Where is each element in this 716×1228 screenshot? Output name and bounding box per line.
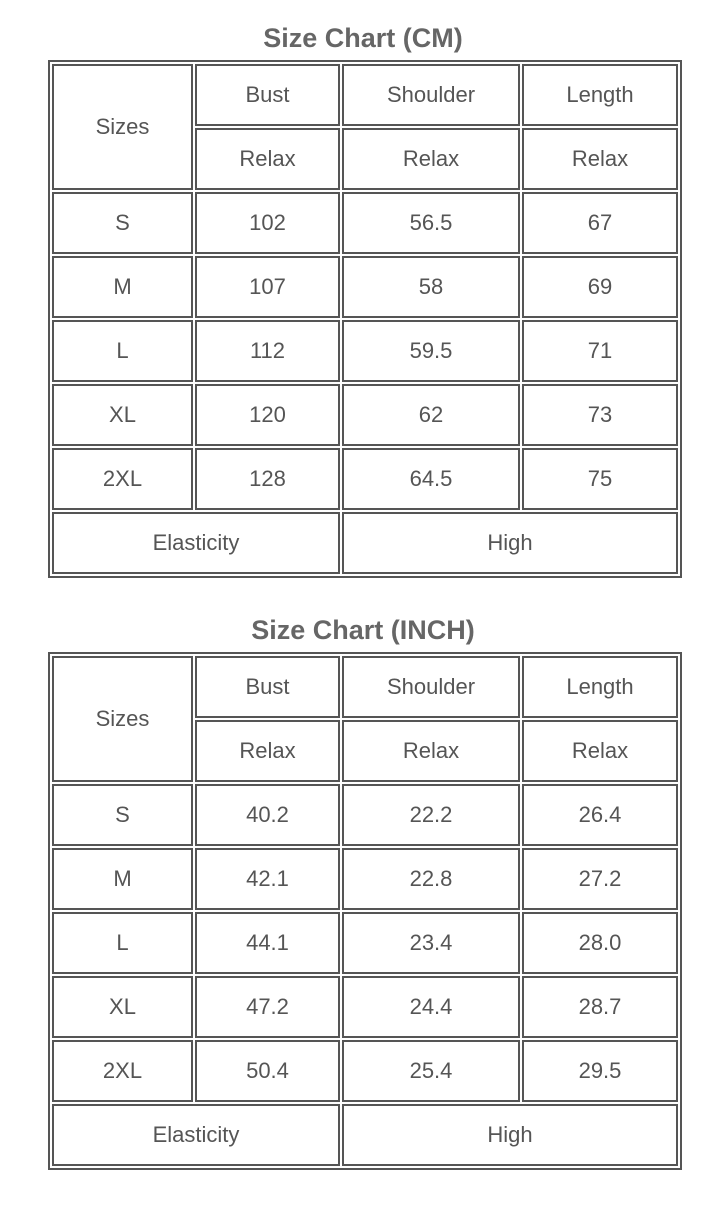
elasticity-row [52,1104,678,1166]
cell-size: L [52,912,193,974]
cell-shoulder: 64.5 [342,448,520,510]
table-row [52,784,678,846]
table-row [52,256,678,318]
table-row [52,976,678,1038]
chart-title-inch: Size Chart (INCH) [251,615,475,645]
cell-bust: 47.2 [195,976,340,1038]
table-row [52,912,678,974]
table-row [52,384,678,446]
cell-length: 28.0 [522,912,678,974]
cell-shoulder: 58 [342,256,520,318]
cell-size: 2XL [52,448,193,510]
table-row [52,192,678,254]
header-sizes: Sizes [52,656,193,782]
table-row [52,320,678,382]
header-sizes: Sizes [52,64,193,190]
size-table-inch [48,652,682,1170]
table-row [52,848,678,910]
cell-length: 28.7 [522,976,678,1038]
table-row [52,448,678,510]
cell-shoulder: 22.8 [342,848,520,910]
elasticity-label: Elasticity [52,1104,340,1166]
subheader-bust: Relax [195,128,340,190]
subheader-shoulder: Relax [342,128,520,190]
cell-length: 75 [522,448,678,510]
cell-size: L [52,320,193,382]
cell-bust: 40.2 [195,784,340,846]
header-shoulder: Shoulder [342,656,520,718]
subheader-bust: Relax [195,720,340,782]
header-length: Length [522,656,678,718]
elasticity-row [52,512,678,574]
chart-title-cm: Size Chart (CM) [263,23,463,53]
cell-bust: 42.1 [195,848,340,910]
size-table-body [52,64,678,574]
cell-shoulder: 59.5 [342,320,520,382]
cell-size: M [52,256,193,318]
subheader-length: Relax [522,720,678,782]
cell-shoulder: 23.4 [342,912,520,974]
cell-shoulder: 24.4 [342,976,520,1038]
elasticity-value: High [342,512,678,574]
header-shoulder: Shoulder [342,64,520,126]
size-table-cm [48,60,682,578]
cell-size: 2XL [52,1040,193,1102]
elasticity-label: Elasticity [52,512,340,574]
subheader-length: Relax [522,128,678,190]
cell-bust: 50.4 [195,1040,340,1102]
cell-length: 73 [522,384,678,446]
table-row [52,1040,678,1102]
cell-shoulder: 62 [342,384,520,446]
header-length: Length [522,64,678,126]
size-table-body [52,656,678,1166]
header-bust: Bust [195,64,340,126]
cell-length: 67 [522,192,678,254]
cell-size: XL [52,976,193,1038]
header-row [52,64,678,126]
cell-length: 27.2 [522,848,678,910]
cell-shoulder: 56.5 [342,192,520,254]
elasticity-value: High [342,1104,678,1166]
cell-bust: 107 [195,256,340,318]
cell-bust: 44.1 [195,912,340,974]
cell-size: XL [52,384,193,446]
header-row [52,656,678,718]
cell-bust: 128 [195,448,340,510]
cell-shoulder: 22.2 [342,784,520,846]
subheader-shoulder: Relax [342,720,520,782]
cell-size: S [52,784,193,846]
cell-bust: 120 [195,384,340,446]
cell-length: 71 [522,320,678,382]
cell-size: M [52,848,193,910]
cell-length: 69 [522,256,678,318]
cell-length: 26.4 [522,784,678,846]
cell-shoulder: 25.4 [342,1040,520,1102]
cell-size: S [52,192,193,254]
cell-length: 29.5 [522,1040,678,1102]
cell-bust: 112 [195,320,340,382]
cell-bust: 102 [195,192,340,254]
header-bust: Bust [195,656,340,718]
